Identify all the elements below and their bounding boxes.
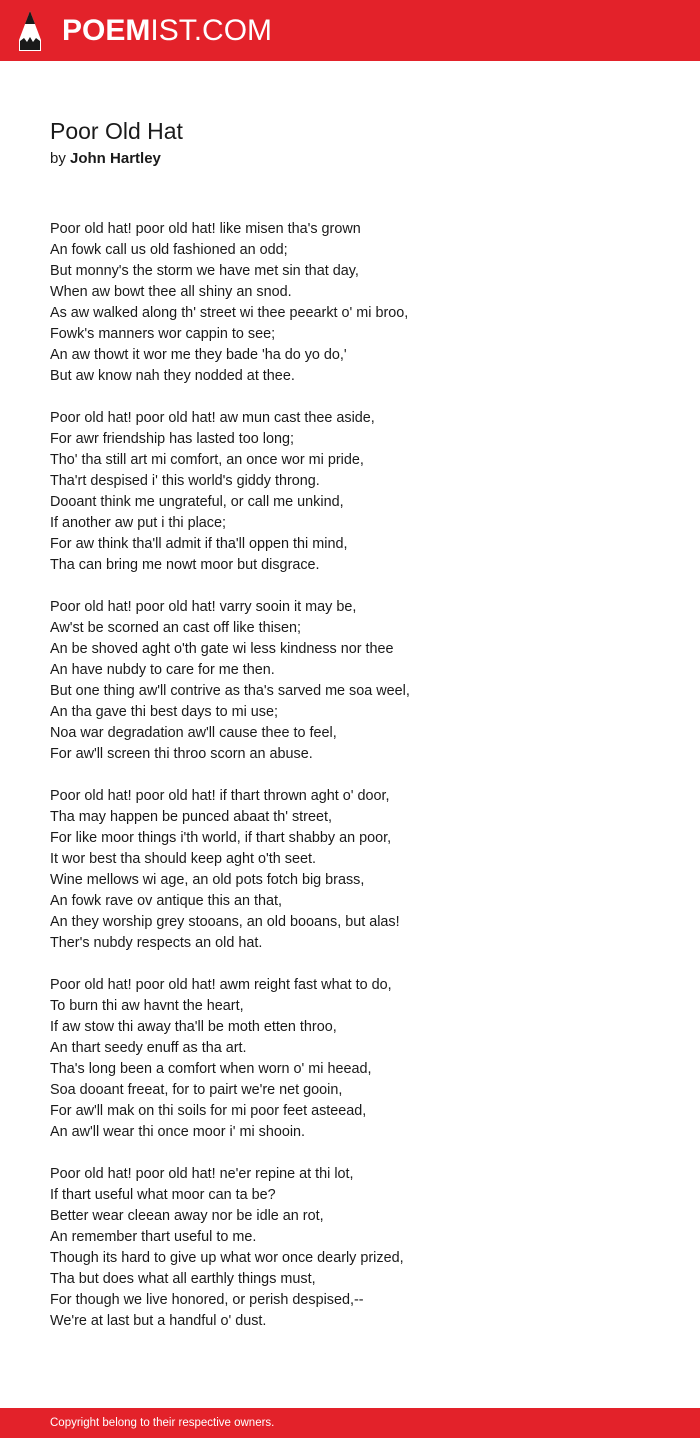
logo-text-light: IST.COM bbox=[150, 14, 273, 47]
logo-text-bold: POEM bbox=[62, 14, 151, 47]
stanza bbox=[50, 408, 650, 576]
poem-line: But one thing aw'll contrive as tha's sarved me soa weel, bbox=[50, 683, 410, 699]
poem-line: Tha can bring me nowt moor but disgrace. bbox=[50, 557, 320, 573]
poem-line: But monny's the storm we have met sin that day, bbox=[50, 263, 359, 279]
poem-line: For though we live honored, or perish despised,-- bbox=[50, 1292, 364, 1308]
poem-line: For aw'll screen thi throo scorn an abuse. bbox=[50, 746, 313, 762]
poem-line: An remember thart useful to me. bbox=[50, 1229, 257, 1245]
poem-line: For aw'll mak on thi soils for mi poor feet asteead, bbox=[50, 1103, 367, 1119]
poem-line: Soa dooant freeat, for to pairt we're net gooin, bbox=[50, 1082, 343, 1098]
poem-line: Poor old hat! poor old hat! awm reight fast what to do, bbox=[50, 977, 392, 993]
author-name: John Hartley bbox=[70, 150, 161, 167]
poem-line: An be shoved aght o'th gate wi less kindness nor thee bbox=[50, 641, 394, 657]
poem-line: For awr friendship has lasted too long; bbox=[50, 431, 294, 447]
poem-line: Ther's nubdy respects an old hat. bbox=[50, 935, 263, 951]
pencil-tip-icon bbox=[18, 10, 42, 52]
stanza bbox=[50, 786, 650, 954]
poem-line: Wine mellows wi age, an old pots fotch big brass, bbox=[50, 872, 365, 888]
poem-line: Poor old hat! poor old hat! aw mun cast thee aside, bbox=[50, 410, 375, 426]
poem-line: For aw think tha'll admit if tha'll oppen thi mind, bbox=[50, 536, 348, 552]
poem-line: An aw thowt it wor me they bade 'ha do yo do,' bbox=[50, 347, 347, 363]
poem-line: We're at last but a handful o' dust. bbox=[50, 1313, 267, 1329]
poem-line: Tha but does what all earthly things must, bbox=[50, 1271, 316, 1287]
site-header bbox=[0, 0, 700, 61]
poem-line: An fowk call us old fashioned an odd; bbox=[50, 242, 288, 258]
poem-line: Fowk's manners wor cappin to see; bbox=[50, 326, 276, 342]
poem-line: Tho' tha still art mi comfort, an once wor mi pride, bbox=[50, 452, 364, 468]
copyright-text: Copyright belong to their respective owners. bbox=[50, 1417, 275, 1429]
poem-line: If another aw put i thi place; bbox=[50, 515, 226, 531]
stanza bbox=[50, 597, 650, 765]
poem-line: Tha may happen be punced abaat th' street, bbox=[50, 809, 332, 825]
stanza bbox=[50, 975, 650, 1143]
poem-line: If thart useful what moor can ta be? bbox=[50, 1187, 276, 1203]
stanza bbox=[50, 1164, 650, 1332]
poem-line: But aw know nah they nodded at thee. bbox=[50, 368, 295, 384]
poem-line: An tha gave thi best days to mi use; bbox=[50, 704, 278, 720]
poem-line: As aw walked along th' street wi thee peearkt o' mi broo, bbox=[50, 305, 409, 321]
poem-line: An aw'll wear thi once moor i' mi shooin. bbox=[50, 1124, 306, 1140]
poem-line: Aw'st be scorned an cast off like thisen; bbox=[50, 620, 301, 636]
poem-line: Tha's long been a comfort when worn o' mi heead, bbox=[50, 1061, 372, 1077]
poem-line: Dooant think me ungrateful, or call me unkind, bbox=[50, 494, 344, 510]
poem-line: Tha'rt despised i' this world's giddy throng. bbox=[50, 473, 320, 489]
poem-line: Noa war degradation aw'll cause thee to feel, bbox=[50, 725, 337, 741]
poem-line: Better wear cleean away nor be idle an rot, bbox=[50, 1208, 324, 1224]
poem-line: Poor old hat! poor old hat! ne'er repine at thi lot, bbox=[50, 1166, 354, 1182]
poem-line: Poor old hat! poor old hat! varry sooin it may be, bbox=[50, 599, 357, 615]
by-label: by bbox=[50, 150, 66, 167]
poem-line: An fowk rave ov antique this an that, bbox=[50, 893, 282, 909]
poem-line: An they worship grey stooans, an old booans, but alas! bbox=[50, 914, 400, 930]
poem-line: It wor best tha should keep aght o'th seet. bbox=[50, 851, 316, 867]
poem-title: Poor Old Hat bbox=[50, 118, 183, 144]
poem-line: If aw stow thi away tha'll be moth etten throo, bbox=[50, 1019, 337, 1035]
poem-line: Poor old hat! poor old hat! like misen tha's grown bbox=[50, 221, 361, 237]
poem-line: An have nubdy to care for me then. bbox=[50, 662, 275, 678]
poem-line: Poor old hat! poor old hat! if thart thrown aght o' door, bbox=[50, 788, 390, 804]
poem-line: To burn thi aw havnt the heart, bbox=[50, 998, 244, 1014]
poem-line: Though its hard to give up what wor once dearly prized, bbox=[50, 1250, 404, 1266]
site-logo[interactable] bbox=[62, 11, 272, 51]
byline bbox=[50, 148, 650, 170]
poem-body bbox=[50, 219, 650, 1353]
site-footer bbox=[0, 1408, 700, 1438]
stanza bbox=[50, 219, 650, 387]
poem-line: An thart seedy enuff as tha art. bbox=[50, 1040, 247, 1056]
poem-line: When aw bowt thee all shiny an snod. bbox=[50, 284, 292, 300]
poem-header bbox=[50, 116, 650, 170]
poem-line: For like moor things i'th world, if thart shabby an poor, bbox=[50, 830, 392, 846]
